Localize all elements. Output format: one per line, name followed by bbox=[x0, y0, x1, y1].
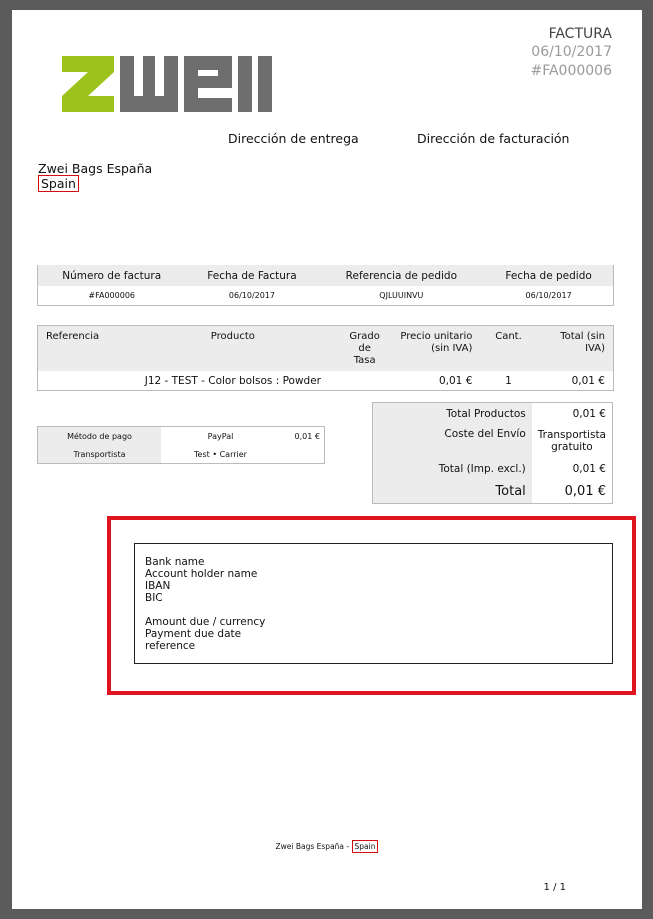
product-name: J12 - TEST - Color bolsos : Powder bbox=[144, 374, 321, 387]
col-product: Producto bbox=[124, 326, 341, 372]
company-country: Spain bbox=[38, 175, 79, 192]
company-address bbox=[38, 161, 152, 191]
col-invoice-date: Fecha de Factura bbox=[185, 265, 318, 286]
order-ref: QJLUUINVU bbox=[379, 291, 424, 300]
zwei-logo bbox=[62, 48, 277, 112]
document-date: 06/10/2017 bbox=[531, 44, 612, 60]
col-unit-price: Precio unitario (sin IVA) bbox=[388, 326, 480, 372]
order-date: 06/10/2017 bbox=[525, 291, 572, 300]
invoice-page bbox=[12, 10, 642, 909]
col-invoice-number: Número de factura bbox=[38, 265, 186, 286]
payment-method: PayPal bbox=[207, 431, 234, 441]
product-ref bbox=[38, 371, 125, 391]
company-name: Zwei Bags España bbox=[38, 161, 153, 176]
shipping-cost: Transportista gratuito bbox=[537, 429, 606, 453]
product-unit-price: 0,01 € bbox=[438, 374, 473, 387]
invoice-number: #FA000006 bbox=[88, 291, 136, 300]
col-tax: Grado de Tasa bbox=[341, 326, 388, 372]
total-excl-label: Total (Imp. excl.) bbox=[373, 458, 532, 479]
table-row bbox=[373, 403, 613, 425]
col-order-ref: Referencia de pedido bbox=[318, 265, 484, 286]
account-holder: Account holder name bbox=[145, 568, 258, 580]
payment-due-date: Payment due date bbox=[145, 628, 242, 640]
bank-details-box bbox=[134, 543, 613, 664]
col-ref: Referencia bbox=[38, 326, 125, 372]
document-type: FACTURA bbox=[548, 26, 612, 42]
bank-name: Bank name bbox=[145, 556, 205, 568]
total-products-label: Total Productos bbox=[373, 403, 532, 425]
grand-total: 0,01 € bbox=[564, 483, 606, 499]
footer-country: Spain bbox=[352, 840, 379, 853]
payment-amount: 0,01 € bbox=[294, 431, 320, 441]
amount-due: Amount due / currency bbox=[145, 616, 266, 628]
billing-address-label: Dirección de facturación bbox=[417, 131, 570, 146]
table-row bbox=[38, 371, 614, 391]
iban: IBAN bbox=[145, 580, 171, 592]
delivery-address-label: Dirección de entrega bbox=[228, 131, 359, 146]
table-row bbox=[38, 445, 325, 464]
carrier-label: Transportista bbox=[38, 445, 162, 464]
page-number: 1 / 1 bbox=[543, 882, 566, 893]
footer-company: Zwei Bags España - bbox=[275, 842, 350, 851]
invoice-date: 06/10/2017 bbox=[228, 291, 276, 300]
table-row bbox=[38, 286, 614, 306]
document-header bbox=[412, 26, 612, 81]
payment-reference: reference bbox=[145, 640, 196, 652]
carrier-name: Test • Carrier bbox=[194, 449, 247, 459]
products-table bbox=[37, 325, 614, 391]
product-total: 0,01 € bbox=[571, 374, 605, 387]
product-qty: 1 bbox=[505, 374, 512, 387]
col-qty: Cant. bbox=[480, 326, 536, 372]
document-number: #FA000006 bbox=[530, 63, 612, 79]
table-row bbox=[373, 424, 613, 458]
col-order-date: Fecha de pedido bbox=[484, 265, 613, 286]
payment-table bbox=[37, 426, 325, 464]
invoice-info-table bbox=[37, 265, 614, 306]
table-row bbox=[373, 479, 613, 504]
grand-total-label: Total bbox=[373, 479, 532, 504]
payment-method-label: Método de pago bbox=[38, 427, 162, 446]
col-total: Total (sin IVA) bbox=[537, 326, 614, 372]
shipping-label: Coste del Envío bbox=[373, 424, 532, 458]
footer bbox=[12, 842, 642, 851]
product-tax bbox=[341, 371, 388, 391]
total-excl: 0,01 € bbox=[572, 462, 606, 475]
bic: BIC bbox=[145, 592, 163, 604]
table-row bbox=[373, 458, 613, 479]
totals-table bbox=[372, 402, 613, 504]
table-row bbox=[38, 427, 325, 446]
total-products: 0,01 € bbox=[572, 407, 606, 420]
